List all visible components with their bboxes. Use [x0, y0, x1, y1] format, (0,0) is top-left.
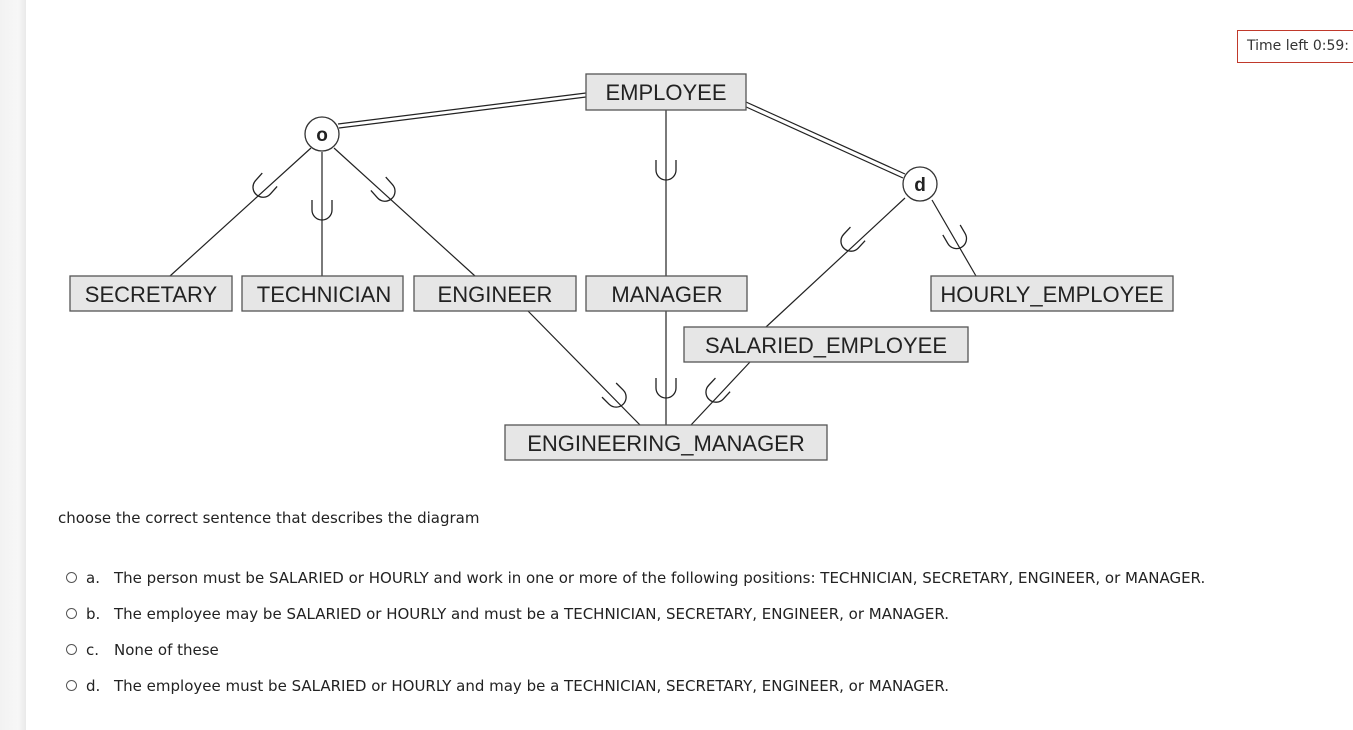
salaried-to-engmgr-line: [691, 362, 750, 425]
entity-engineer: [414, 276, 576, 311]
entity-secretary-label: SECRETARY: [84, 282, 218, 307]
entity-technician: [242, 276, 403, 311]
option-b-letter: b.: [86, 605, 101, 623]
employee-to-disjoint-line-2: [744, 106, 903, 178]
entity-manager: [586, 276, 747, 311]
question-prompt: choose the correct sentence that describes the diagram: [58, 509, 480, 527]
entity-hourly-employee-label: HOURLY_EMPLOYEE: [940, 282, 1164, 307]
option-c-radio[interactable]: [66, 644, 77, 655]
disjoint-to-hourly-line: [932, 200, 976, 276]
option-b-text: The employee may be SALARIED or HOURLY and must be a TECHNICIAN, SECRETARY, ENGINEER, or MANAGER.: [114, 605, 949, 623]
entity-manager-label: MANAGER: [611, 282, 723, 307]
entity-employee: [586, 74, 746, 110]
disjoint-circle: [903, 167, 937, 201]
time-left-indicator: Time left 0:59:: [1237, 30, 1353, 63]
entity-employee-label: EMPLOYEE: [605, 80, 727, 105]
option-a[interactable]: [66, 560, 1205, 596]
overlap-symbol-text: o: [316, 125, 328, 146]
option-a-letter: a.: [86, 569, 100, 587]
option-d-letter: d.: [86, 677, 101, 695]
option-d[interactable]: [66, 668, 1205, 704]
entity-secretary: [70, 276, 232, 311]
overlap-circle: [305, 117, 339, 151]
entity-engineer-label: ENGINEER: [437, 282, 553, 307]
option-c-letter: c.: [86, 641, 100, 659]
salaried-subset-symbol: [837, 227, 865, 255]
entity-engineering-manager: [505, 425, 827, 460]
employee-to-overlap-line-2: [339, 97, 586, 128]
option-d-text: The employee must be SALARIED or HOURLY and may be a TECHNICIAN, SECRETARY, ENGINEER, or MANAGER.: [114, 677, 949, 695]
employee-to-disjoint-line-1: [746, 102, 905, 174]
hourly-subset-symbol: [943, 225, 970, 252]
disjoint-symbol-text: d: [914, 175, 926, 196]
option-b[interactable]: [66, 596, 1205, 632]
option-b-radio[interactable]: [66, 608, 77, 619]
disjoint-to-salaried-line: [766, 198, 905, 327]
option-c-text: None of these: [114, 641, 219, 659]
connector-lines: [170, 93, 976, 425]
engineer-subset-symbol: [371, 177, 399, 205]
entity-engineering-manager-label: ENGINEERING_MANAGER: [527, 431, 805, 456]
option-c[interactable]: [66, 632, 1205, 668]
option-a-text: The person must be SALARIED or HOURLY and work in one or more of the following positions: TECHNICIAN, SECRETARY, ENGINEER, or MANAGER.: [114, 569, 1206, 587]
option-a-radio[interactable]: [66, 572, 77, 583]
engineer-to-engmgr-line: [528, 311, 640, 425]
employee-to-overlap-line-1: [338, 93, 586, 124]
secretary-subset-symbol: [249, 173, 277, 201]
entity-salaried-employee: [684, 327, 968, 362]
entity-technician-label: TECHNICIAN: [256, 282, 392, 307]
entity-hourly-employee: [931, 276, 1173, 311]
engmgr-from-engineer-subset-symbol: [602, 383, 630, 411]
overlap-to-engineer-line: [334, 148, 475, 276]
engmgr-from-salaried-subset-symbol: [702, 378, 730, 406]
overlap-to-secretary-line: [170, 148, 311, 276]
entity-salaried-employee-label: SALARIED_EMPLOYEE: [704, 333, 948, 358]
answer-options: [66, 560, 1205, 704]
option-d-radio[interactable]: [66, 680, 77, 691]
